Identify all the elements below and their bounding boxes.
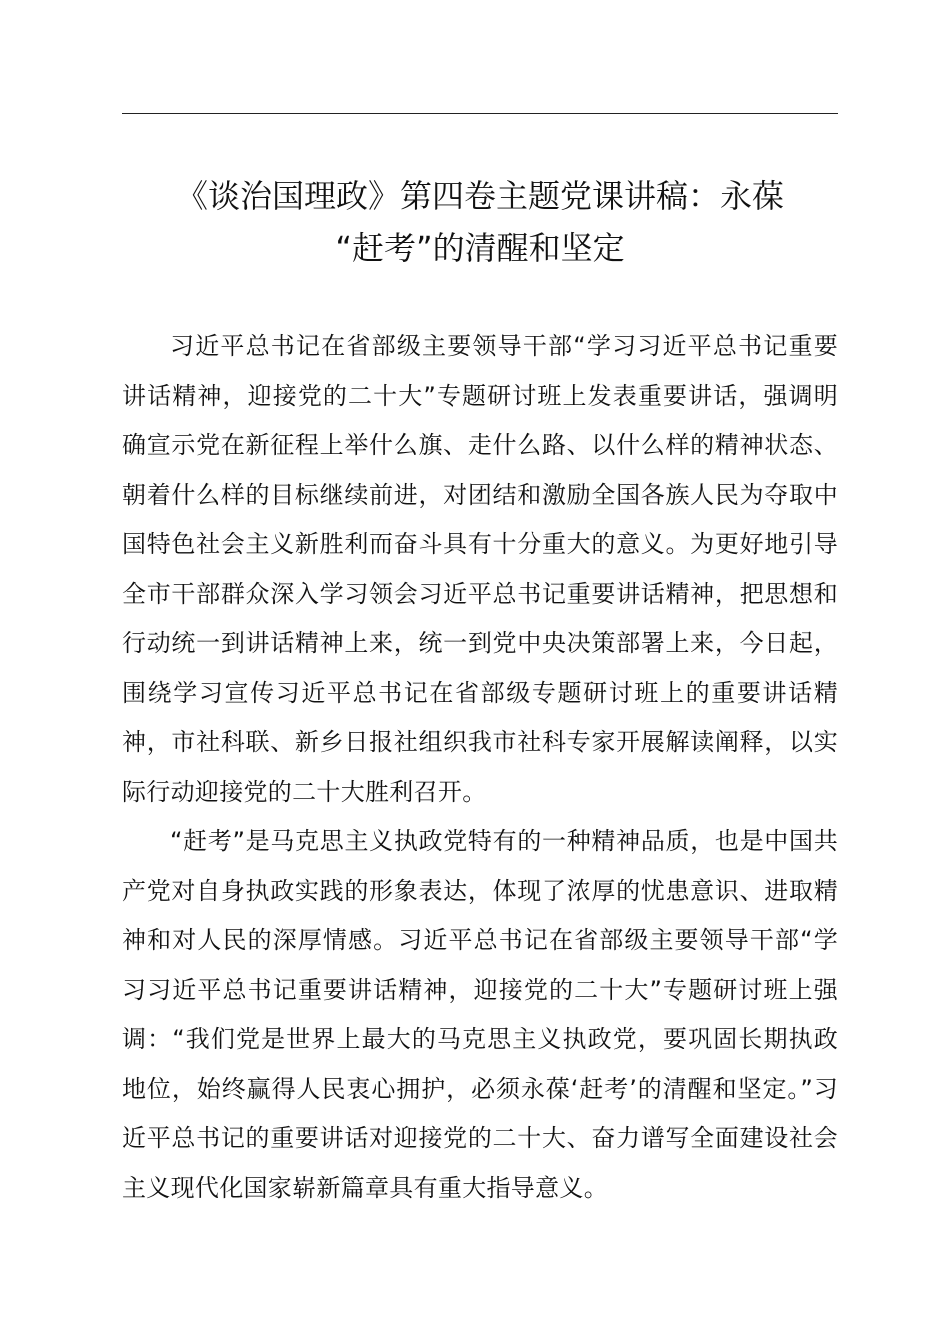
title-line-2: “赶考”的清醒和坚定 (335, 229, 625, 267)
title-line-1: 《谈治国理政》第四卷主题党课讲稿：永葆 (175, 177, 784, 215)
paragraph-1: 习近平总书记在省部级主要领导干部“学习习近平总书记重要讲话精神，迎接党的二十大”专题研讨班上发表重要讲话，强调明确宣示党在新征程上举什么旗、走什么路、以什么样的精神状态、朝着什么样的目标继续前进，对团结和激励全国各族人民为夺取中国特色社会主义新胜利而奋斗具有十分重大的意义。为更好地引导全市干部群众深入学习领会习近平总书记重要讲话精神，把思想和行动统一到讲话精神上来，统一到党中央决策部署上来，今日起，围绕学习宣传习近平总书记在省部级专题研讨班上的重要讲话精神，市社科联、新乡日报社组织我市社科专家开展解读阐释，以实际行动迎接党的二十大胜利召开。 (122, 332, 838, 806)
paragraph-2: “赶考”是马克思主义执政党特有的一种精神品质，也是中国共产党对自身执政实践的形象表达，体现了浓厚的忧患意识、进取精神和对人民的深厚情感。习近平总书记在省部级主要领导干部“学习习近平总书记重要讲话精神，迎接党的二十大”专题研讨班上强调：“我们党是世界上最大的马克思主义执政党，要巩固长期执政地位，始终赢得人民衷心拥护，必须永葆‘赶考’的清醒和坚定。”习近平总书记的重要讲话对迎接党的二十大、奋力谱写全面建设社会主义现代化国家崭新篇章具有重大指导意义。 (122, 827, 838, 1202)
document-body (122, 322, 838, 1213)
document-title (122, 170, 838, 274)
header-rule (122, 113, 838, 114)
